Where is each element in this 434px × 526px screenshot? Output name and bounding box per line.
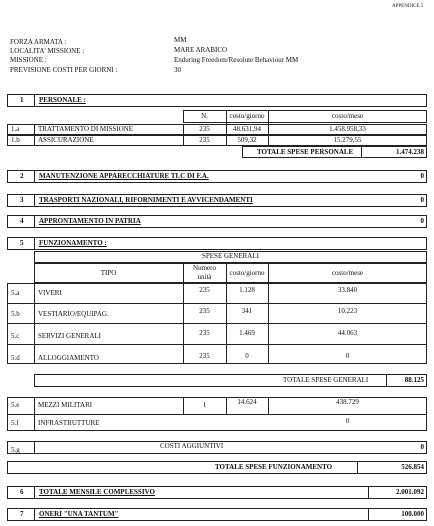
divider: [7, 414, 427, 415]
section-4-title: APPRONTAMENTO IN PATRIA: [39, 217, 141, 225]
divider: [34, 194, 35, 207]
row-code: 5.d: [11, 354, 20, 362]
row-month: 10.223: [337, 307, 358, 315]
col-header-day: costo/giorno: [229, 269, 265, 277]
header-value-localita: MARE ARABICO: [174, 46, 228, 54]
row-label: ASSICURAZIONE: [38, 136, 94, 144]
col-header-day: costo/giorno: [229, 112, 265, 120]
header-value-forza: MM: [174, 36, 187, 44]
section-5-number: 5: [20, 239, 24, 247]
row-n: 235: [199, 352, 210, 360]
row-n: 1: [202, 401, 207, 409]
total-personale-value: 1.474.238: [396, 148, 424, 156]
row-code: 5.e: [11, 401, 20, 409]
header-label-previsione: PREVISIONE COSTI PER GIORNI :: [10, 66, 118, 74]
section-3-value: 0: [420, 196, 424, 204]
divider: [7, 303, 427, 304]
row-day: 1.469: [239, 329, 255, 337]
divider: [34, 441, 35, 454]
section-2-title: MANUTENZIONE APPARECCHIATURE TLC DI F.A.: [39, 172, 209, 180]
row-n: 235: [199, 329, 210, 337]
row-code: 1.b: [11, 136, 20, 144]
row-day: 341: [241, 307, 253, 315]
row-n: 235: [199, 307, 210, 315]
row-month: 44.063: [337, 329, 358, 337]
row-n: 235: [199, 286, 210, 294]
row-code: 5.b: [11, 310, 20, 318]
row-label: INFRASTRUTTURE: [38, 419, 100, 427]
section-6-value: 2.001.092: [396, 488, 424, 496]
row-day: 48.631,94: [233, 125, 261, 133]
section-1-number: 1: [20, 96, 24, 104]
row-month: 33.840: [337, 286, 358, 294]
divider: [7, 323, 427, 324]
header-label-missione: MISSIONE :: [10, 56, 47, 64]
section-2-number: 2: [20, 172, 24, 180]
row-n: 235: [199, 136, 210, 144]
row-label: VESTIARIO/EQUIPAG.: [38, 310, 109, 318]
total-funzionamento-label: TOTALE SPESE FUNZIONAMENTO: [215, 463, 333, 471]
row-label: TRATTAMENTO DI MISSIONE: [38, 125, 133, 133]
header-label-localita: LOCALITA' MISSIONE :: [10, 47, 85, 55]
col-header-n: N.: [201, 112, 208, 120]
divider: [34, 237, 35, 250]
total-funzionamento-value: 526.854: [401, 463, 424, 471]
divider: [34, 94, 35, 107]
divider: [34, 170, 35, 183]
section-4-number: 4: [20, 217, 24, 225]
row-month: 0: [345, 417, 350, 425]
row-label: VIVERI: [38, 289, 62, 297]
appendix-label: APPENDICE 5: [392, 4, 424, 9]
section-7-number: 7: [20, 510, 24, 518]
row-day: 509,32: [237, 136, 257, 144]
header-value-giorni: 30: [174, 66, 181, 74]
row-code: 5.f: [11, 419, 19, 427]
spese-generali-title: SPESE GENERALI: [202, 252, 259, 260]
row-month: 15.279,55: [333, 136, 362, 144]
row-n: 235: [199, 125, 210, 133]
row-day: 1.128: [239, 286, 255, 294]
row-month: 1.458.958,33: [329, 125, 366, 133]
row-code: 5.g: [11, 446, 20, 454]
col-header-numero: Numero: [193, 264, 216, 272]
total-spese-generali-label: TOTALE SPESE GENERALI: [283, 376, 369, 384]
section-5-title: FUNZIONAMENTO :: [39, 239, 107, 247]
row-code: 1.a: [11, 125, 20, 133]
section-4-value: 0: [420, 217, 424, 225]
row-day: 14.624: [237, 398, 257, 406]
section-7-value: 100.000: [401, 510, 424, 518]
total-personale-label: TOTALE SPESE PERSONALE: [257, 148, 354, 156]
row-code: 5.a: [11, 289, 20, 297]
col-header-tipo: TIPO: [100, 269, 117, 277]
col-header-month: costo/mese: [331, 269, 364, 277]
row-day: 0: [245, 352, 249, 360]
section-3-title: TRASPORTI NAZIONALI, RIFORNIMENTI E AVVICENDAMENTI: [39, 196, 253, 204]
row-code: 5.c: [11, 332, 20, 340]
row-month: 438.729: [336, 398, 359, 406]
divider: [34, 215, 35, 228]
section-6-number: 6: [20, 488, 24, 496]
section-6-title: TOTALE MENSILE COMPLESSIVO: [39, 488, 155, 496]
row-label: MEZZI MILITARI: [38, 401, 93, 409]
row-value: 0: [420, 443, 424, 451]
section-3-number: 3: [20, 196, 24, 204]
divider: [34, 508, 35, 521]
row-label: ALLOGGIAMENTO: [38, 354, 99, 362]
section-1-title: PERSONALE :: [39, 96, 86, 104]
header-value-missione: Enduring Freedom/Resolute Behaviour MM: [174, 56, 299, 64]
row-label: SERVIZI GENERALI: [38, 332, 102, 340]
row-month: 0: [345, 352, 350, 360]
col-header-month: costo/mese: [331, 112, 364, 120]
divider: [7, 344, 427, 345]
section-2-value: 0: [420, 172, 424, 180]
col-header-unita: unità: [197, 273, 212, 281]
total-spese-generali-value: 88.125: [404, 376, 424, 384]
section-7-title: ONERI "UNA TANTUM": [39, 510, 119, 518]
divider: [34, 486, 35, 499]
divider: [34, 397, 35, 431]
header-label-forza: FORZA ARMATA :: [10, 38, 67, 46]
row-label: COSTI AGGIUNTIVI: [160, 442, 224, 450]
